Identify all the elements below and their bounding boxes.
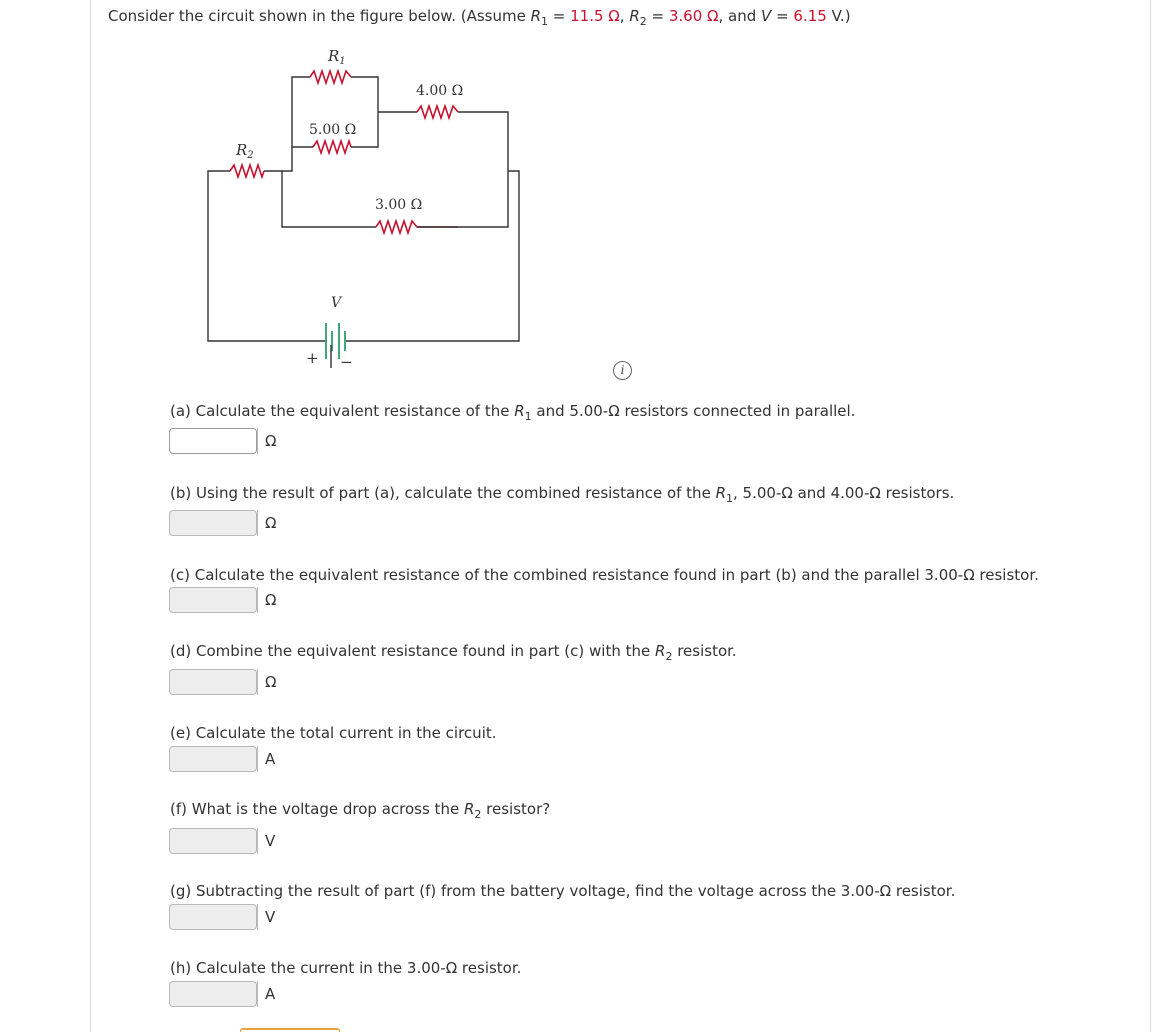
label-5ohm: 5.00 Ω: [309, 122, 357, 138]
answer-f-input[interactable]: [169, 828, 257, 854]
label-r2: $R_2$: [236, 141, 254, 161]
resistor-4ohm: [417, 106, 458, 118]
r1-subscript: 1: [541, 15, 549, 28]
question-b: [170, 484, 955, 505]
wire-right-upper: [458, 112, 508, 227]
circuit-wires: [208, 77, 519, 341]
question-c-text: (c) Calculate the equivalent resistance of the combined resistance found in part (b) and the parallel 3.00-Ω resistor.: [170, 566, 1039, 584]
resistor-r2: [230, 165, 264, 177]
answer-d-input[interactable]: [169, 669, 257, 695]
question-f-text-end: resistor?: [481, 800, 551, 818]
question-b-text: (b) Using the result of part (a), calculate the combined resistance of the: [170, 484, 716, 502]
equals-sign: =: [548, 7, 571, 25]
circuit-diagram: [200, 40, 530, 380]
label-r1: $R_1$: [328, 47, 346, 67]
answer-a-unit: Ω: [257, 428, 276, 454]
question-e: [170, 724, 497, 742]
question-f-text: (f) What is the voltage drop across the: [170, 800, 464, 818]
question-d-subscript: 2: [665, 650, 673, 663]
label-plus: +: [306, 349, 319, 367]
question-a: [170, 402, 856, 423]
question-b-text-end: , 5.00-Ω and 4.00-Ω resistors.: [733, 484, 955, 502]
question-f-subscript: 2: [474, 808, 482, 821]
separator: , and: [718, 7, 762, 25]
answer-h-unit: A: [257, 981, 275, 1007]
question-f-symbol: R: [463, 800, 475, 818]
question-h-text: (h) Calculate the current in the 3.00-Ω resistor.: [170, 959, 522, 977]
answer-f-unit: V: [257, 828, 275, 854]
r2-symbol: R: [629, 7, 640, 25]
question-a-subscript: 1: [524, 410, 532, 423]
r2-value: 3.60 Ω: [668, 7, 719, 25]
question-f: [170, 800, 551, 821]
r1-value: 11.5 Ω: [570, 7, 620, 25]
answer-e-input[interactable]: [169, 746, 257, 772]
resistor-5ohm: [313, 141, 351, 153]
label-battery-v: V: [331, 295, 342, 311]
intro-text: Consider the circuit shown in the figure below. (Assume: [108, 7, 531, 25]
question-a-text-end: and 5.00-Ω resistors connected in parallel.: [531, 402, 856, 420]
answer-h-input[interactable]: [169, 981, 257, 1007]
submit-button-edge[interactable]: [240, 1028, 340, 1032]
question-d: [170, 642, 737, 663]
question-a-text: (a) Calculate the equivalent resistance of the: [170, 402, 515, 420]
question-c: [170, 566, 1039, 584]
question-b-symbol: R: [715, 484, 726, 502]
equals-sign: =: [771, 7, 794, 25]
r2-subscript: 2: [639, 15, 647, 28]
answer-g-input[interactable]: [169, 904, 257, 930]
answer-d-unit: Ω: [257, 669, 276, 695]
r1-symbol: R: [530, 7, 542, 25]
wire-left-node: [282, 147, 376, 227]
v-value: 6.15: [793, 7, 827, 25]
answer-c-input[interactable]: [169, 587, 257, 613]
info-icon[interactable]: i: [613, 361, 632, 380]
problem-statement: [108, 7, 851, 28]
wire-outer-right: [346, 171, 519, 341]
question-a-symbol: R: [514, 402, 525, 420]
separator: ,: [619, 7, 630, 25]
answer-e-unit: A: [257, 746, 275, 772]
answer-b-input[interactable]: [169, 510, 257, 536]
question-h: [170, 959, 521, 977]
question-e-text: (e) Calculate the total current in the circuit.: [170, 724, 497, 742]
question-b-subscript: 1: [726, 492, 733, 505]
answer-g-unit: V: [257, 904, 275, 930]
circuit-labels: [235, 47, 463, 371]
resistor-r1: [310, 71, 351, 83]
question-d-text-end: resistor.: [672, 642, 737, 660]
wire-outer-left: [208, 171, 326, 341]
equals-sign: =: [646, 7, 669, 25]
answer-b-unit: Ω: [257, 510, 276, 536]
question-d-symbol: R: [655, 642, 666, 660]
v-symbol: V: [761, 7, 772, 25]
intro-text-end: V.): [826, 7, 851, 25]
label-4ohm: 4.00 Ω: [416, 83, 464, 99]
label-minus: −: [340, 353, 353, 371]
question-g-text: (g) Subtracting the result of part (f) from the battery voltage, find the voltage across the 3.00-Ω resistor.: [170, 882, 956, 900]
question-g: [170, 882, 955, 900]
label-3ohm: 3.00 Ω: [375, 197, 423, 213]
answer-a-input[interactable]: [169, 428, 257, 454]
answer-c-unit: Ω: [257, 587, 276, 613]
question-d-text: (d) Combine the equivalent resistance found in part (c) with the: [170, 642, 655, 660]
